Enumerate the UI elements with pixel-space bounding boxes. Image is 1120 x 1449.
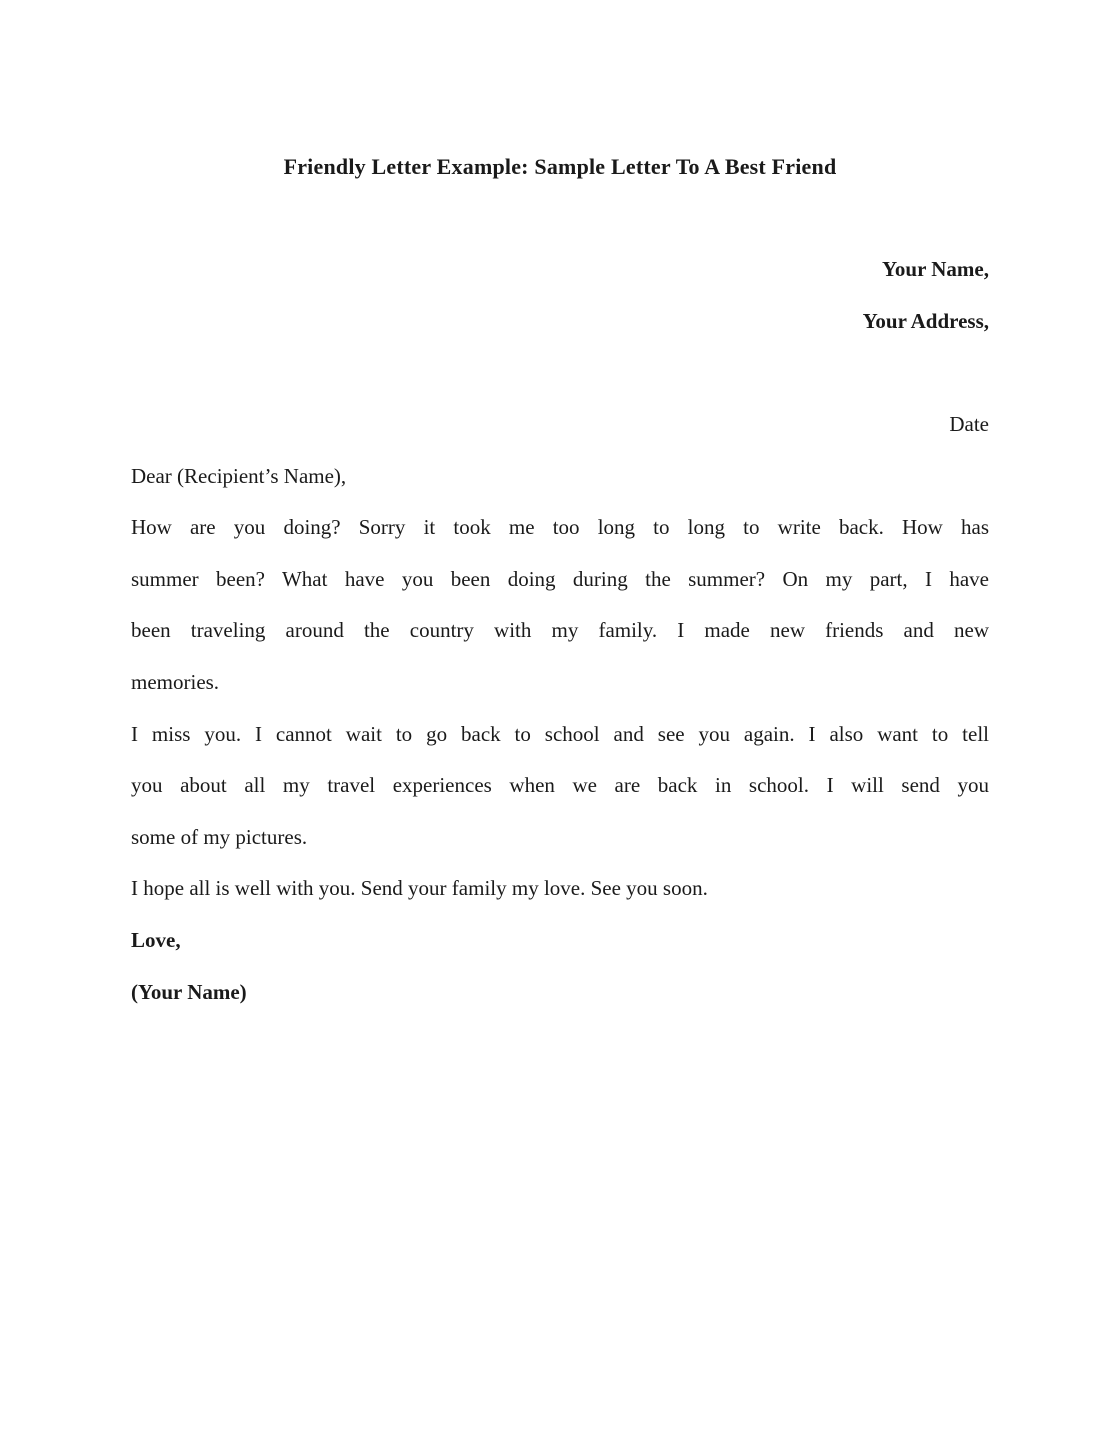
sender-name-line: Your Name,: [882, 257, 989, 282]
body-line: been traveling around the country with my family. I made new friends and new: [131, 618, 989, 643]
sender-address-line: Your Address,: [862, 308, 989, 333]
body-paragraph: [131, 502, 989, 708]
salutation-line: Dear (Recipient’s Name),: [131, 463, 347, 488]
valediction-line: Love,: [131, 927, 181, 952]
letter-title: Friendly Letter Example: Sample Letter To A Best Friend: [283, 154, 837, 179]
body-line: I hope all is well with you. Send your family my love. See you soon.: [131, 876, 708, 901]
body-line: How are you doing? Sorry it took me too long to long to write back. How has: [131, 515, 989, 540]
body-paragraph: [131, 709, 989, 864]
body-line: memories.: [131, 669, 220, 694]
letter-body: [131, 502, 989, 915]
body-paragraph: [131, 863, 989, 915]
body-line: some of my pictures.: [131, 824, 308, 849]
signature-line: (Your Name): [131, 979, 247, 1004]
body-line: I miss you. I cannot wait to go back to school and see you again. I also want to tell: [131, 721, 989, 746]
body-line: summer been? What have you been doing during the summer? On my part, I have: [131, 566, 989, 591]
date-line: Date: [949, 411, 989, 436]
body-line: you about all my travel experiences when we are back in school. I will send you: [131, 773, 989, 798]
